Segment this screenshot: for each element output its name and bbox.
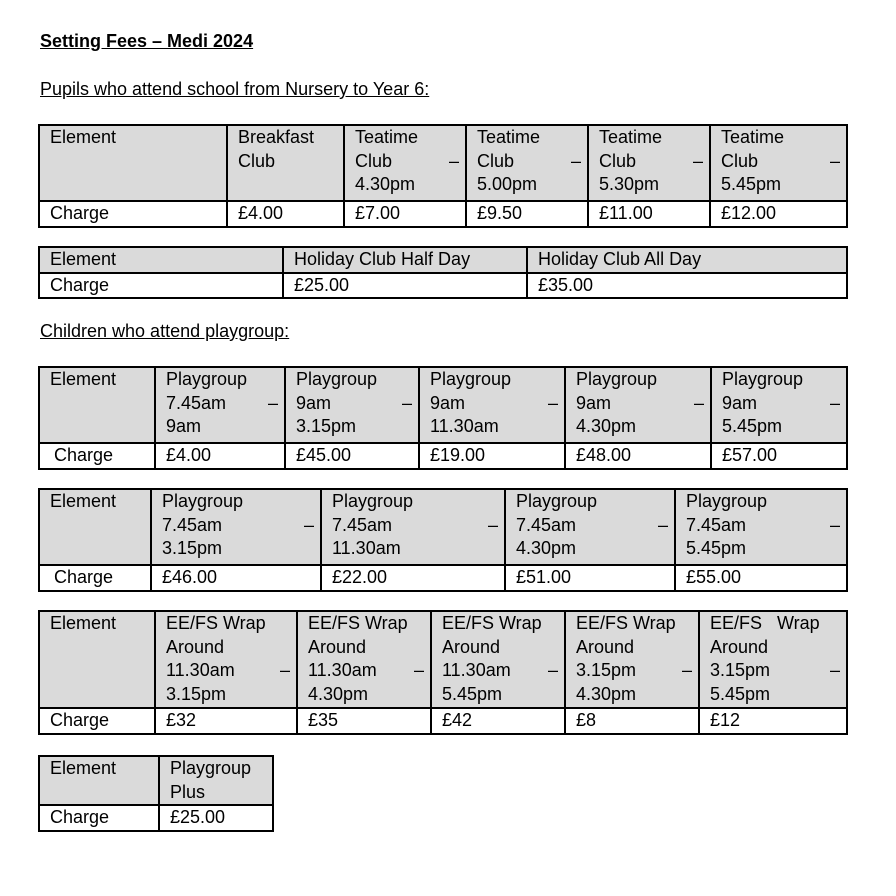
charge-label: Charge [39,201,227,227]
fee-header-cell: EE/FS Wrap Around 11.30am – 4.30pm [297,611,431,708]
fees-table-playgroup-plus [38,755,274,832]
element-label: Element [39,367,155,443]
charge-cell: £25.00 [283,273,527,299]
fee-header-cell: Teatime Club – 5.45pm [710,125,847,201]
element-label: Element [39,125,227,201]
fee-header-cell: Playgroup 9am – 3.15pm [285,367,419,443]
fees-table-playgroup-a [38,366,848,470]
fee-header-cell: Holiday Club All Day [527,247,847,273]
charge-cell: £22.00 [321,565,505,591]
section-title-playgroup: Children who attend playgroup: [40,321,290,341]
fee-header-cell: Playgroup 7.45am – 11.30am [321,489,505,565]
charge-label: Charge [39,708,155,734]
charge-cell: £45.00 [285,443,419,469]
fee-header-cell: Playgroup 7.45am – 5.45pm [675,489,847,565]
table-header-row [39,367,847,443]
element-label: Element [39,247,283,273]
fee-header-cell: Playgroup 9am – 11.30am [419,367,565,443]
charge-cell: £42 [431,708,565,734]
charge-cell: £57.00 [711,443,847,469]
charge-cell: £4.00 [227,201,344,227]
charge-label: Charge [39,443,155,469]
charge-cell: £12.00 [710,201,847,227]
fee-header-cell: Teatime Club – 5.30pm [588,125,710,201]
charge-label: Charge [39,565,151,591]
charge-cell: £12 [699,708,847,734]
table-charge-row [39,273,847,299]
charge-cell: £9.50 [466,201,588,227]
fee-header-cell: Playgroup 7.45am – 3.15pm [151,489,321,565]
charge-cell: £8 [565,708,699,734]
table-charge-row [39,708,847,734]
fee-header-cell: Playgroup Plus [159,756,273,805]
fees-table-playgroup-b [38,488,848,592]
charge-cell: £11.00 [588,201,710,227]
element-label: Element [39,756,159,805]
fee-header-cell: EE/FS Wrap Around 3.15pm – 4.30pm [565,611,699,708]
table-charge-row [39,565,847,591]
table-header-row [39,611,847,708]
charge-cell: £7.00 [344,201,466,227]
table-header-row [39,247,847,273]
fee-header-cell: Teatime Club – 5.00pm [466,125,588,201]
fee-header-cell: EE/FS Wrap Around 3.15pm – 5.45pm [699,611,847,708]
table-charge-row [39,201,847,227]
charge-cell: £46.00 [151,565,321,591]
charge-cell: £35 [297,708,431,734]
fee-header-cell: Playgroup 7.45am – 4.30pm [505,489,675,565]
fee-header-cell: Holiday Club Half Day [283,247,527,273]
table-header-row [39,489,847,565]
fees-table-wrap-around [38,610,848,735]
charge-cell: £51.00 [505,565,675,591]
fees-table-school-clubs [38,124,848,228]
element-label: Element [39,489,151,565]
charge-cell: £55.00 [675,565,847,591]
fee-header-cell: Playgroup 7.45am – 9am [155,367,285,443]
fee-header-cell: EE/FS Wrap Around 11.30am – 5.45pm [431,611,565,708]
charge-cell: £35.00 [527,273,847,299]
charge-label: Charge [39,805,159,831]
charge-cell: £32 [155,708,297,734]
section-title-pupils: Pupils who attend school from Nursery to Year 6: [40,79,430,99]
charge-cell: £48.00 [565,443,711,469]
element-label: Element [39,611,155,708]
charge-cell: £25.00 [159,805,273,831]
table-charge-row [39,443,847,469]
fee-header-cell: Playgroup 9am – 4.30pm [565,367,711,443]
charge-cell: £19.00 [419,443,565,469]
fee-header-cell: Breakfast Club [227,125,344,201]
table-charge-row [39,805,273,831]
fee-header-cell: Teatime Club – 4.30pm [344,125,466,201]
fee-header-cell: Playgroup 9am – 5.45pm [711,367,847,443]
charge-cell: £4.00 [155,443,285,469]
table-header-row [39,756,273,805]
table-header-row [39,125,847,201]
page-title: Setting Fees – Medi 2024 [40,31,254,51]
fees-table-holiday-club [38,246,848,299]
fee-header-cell: EE/FS Wrap Around 11.30am – 3.15pm [155,611,297,708]
charge-label: Charge [39,273,283,299]
